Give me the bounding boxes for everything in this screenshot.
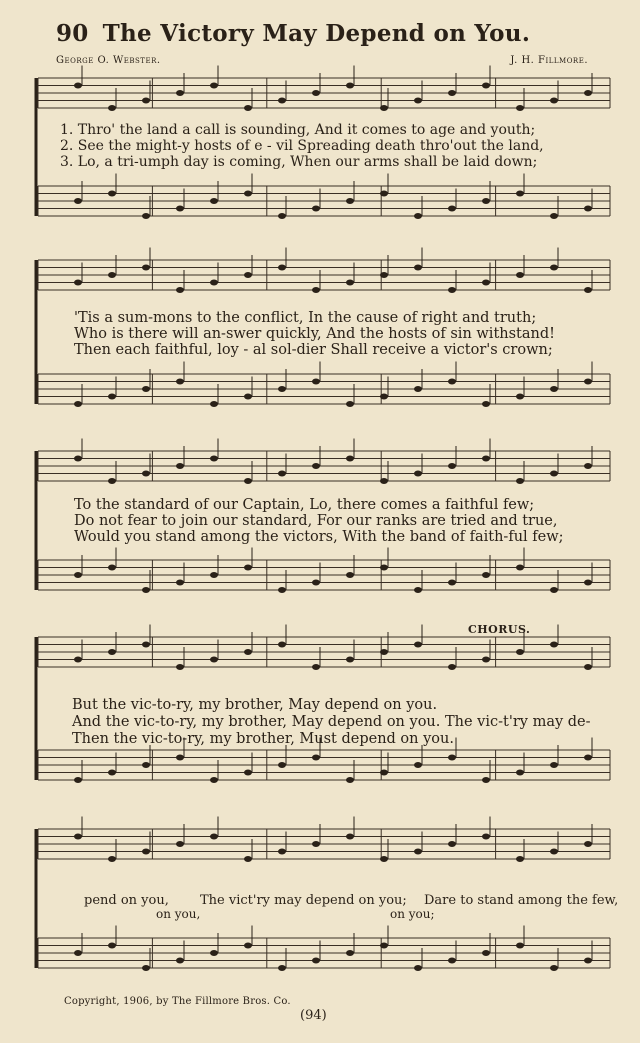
notehead bbox=[176, 664, 184, 670]
notehead bbox=[142, 965, 150, 971]
lyric-line: To the standard of our Captain, Lo, there comes a faithful few; bbox=[74, 497, 535, 513]
notehead bbox=[312, 755, 320, 761]
staff bbox=[38, 66, 610, 112]
lyric-line: Do not fear to join our standard, For our ranks are tried and true, bbox=[74, 513, 558, 529]
notehead bbox=[516, 105, 524, 111]
lyric-line: pend on you, bbox=[84, 893, 169, 908]
notehead bbox=[584, 90, 592, 96]
staff bbox=[38, 926, 610, 972]
notehead bbox=[516, 856, 524, 862]
notehead bbox=[74, 83, 82, 89]
composer-credit: J. H. Fillmore. bbox=[510, 55, 588, 66]
notehead bbox=[244, 649, 252, 655]
notehead bbox=[346, 83, 354, 89]
notehead bbox=[312, 841, 320, 847]
notehead bbox=[210, 950, 218, 956]
notehead bbox=[380, 272, 388, 278]
notehead bbox=[516, 191, 524, 197]
notehead bbox=[108, 394, 116, 400]
author-credit: George O. Webster. bbox=[56, 55, 161, 66]
notehead bbox=[176, 755, 184, 761]
notehead bbox=[278, 386, 286, 392]
notehead bbox=[176, 90, 184, 96]
notehead bbox=[414, 98, 422, 104]
notehead bbox=[176, 379, 184, 385]
notehead bbox=[346, 401, 354, 407]
notehead bbox=[516, 565, 524, 571]
notehead bbox=[414, 213, 422, 219]
lyric-line: Then the vic-to-ry, my brother, Must depend on you. bbox=[72, 731, 454, 747]
notehead bbox=[108, 272, 116, 278]
staff bbox=[38, 817, 610, 863]
notehead bbox=[380, 770, 388, 776]
notehead bbox=[346, 456, 354, 462]
notehead bbox=[142, 849, 150, 855]
notehead bbox=[584, 379, 592, 385]
notehead bbox=[482, 950, 490, 956]
notehead bbox=[516, 770, 524, 776]
notehead bbox=[108, 649, 116, 655]
notehead bbox=[244, 770, 252, 776]
notehead bbox=[482, 834, 490, 840]
staff bbox=[38, 248, 610, 294]
notehead bbox=[74, 280, 82, 286]
notehead bbox=[380, 649, 388, 655]
notehead bbox=[312, 90, 320, 96]
notehead bbox=[142, 587, 150, 593]
notehead bbox=[74, 572, 82, 578]
notehead bbox=[380, 105, 388, 111]
notehead bbox=[516, 394, 524, 400]
notehead bbox=[210, 280, 218, 286]
notehead bbox=[108, 856, 116, 862]
notehead bbox=[448, 958, 456, 964]
lyric-line: Would you stand among the victors, With the band of faith-ful few; bbox=[74, 529, 564, 545]
notehead bbox=[210, 401, 218, 407]
notehead bbox=[516, 272, 524, 278]
notehead bbox=[210, 777, 218, 783]
notehead bbox=[346, 777, 354, 783]
notehead bbox=[448, 755, 456, 761]
notehead bbox=[278, 642, 286, 648]
notehead bbox=[448, 90, 456, 96]
notehead bbox=[142, 386, 150, 392]
notehead bbox=[176, 463, 184, 469]
notehead bbox=[550, 642, 558, 648]
lyric-line: The vict'ry may depend on you; bbox=[200, 893, 407, 908]
notehead bbox=[448, 379, 456, 385]
notehead bbox=[278, 265, 286, 271]
staff bbox=[38, 439, 610, 485]
notehead bbox=[414, 471, 422, 477]
notehead bbox=[346, 950, 354, 956]
notehead bbox=[482, 401, 490, 407]
notehead bbox=[244, 272, 252, 278]
notehead bbox=[482, 280, 490, 286]
notehead bbox=[516, 478, 524, 484]
notehead bbox=[108, 770, 116, 776]
notehead bbox=[176, 958, 184, 964]
notehead bbox=[244, 943, 252, 949]
notehead bbox=[312, 287, 320, 293]
notehead bbox=[108, 565, 116, 571]
notehead bbox=[210, 198, 218, 204]
notehead bbox=[74, 777, 82, 783]
notehead bbox=[448, 463, 456, 469]
lyric-line: 2. See the might-y hosts of e - vil Spreading death thro'out the land, bbox=[60, 138, 544, 154]
notehead bbox=[312, 958, 320, 964]
notehead bbox=[312, 206, 320, 212]
notehead bbox=[142, 642, 150, 648]
chorus-label: CHORUS. bbox=[468, 623, 531, 636]
notehead bbox=[278, 762, 286, 768]
notehead bbox=[584, 841, 592, 847]
hymn-title bbox=[56, 20, 530, 47]
notehead bbox=[448, 580, 456, 586]
notehead bbox=[448, 664, 456, 670]
notehead bbox=[414, 265, 422, 271]
notehead bbox=[584, 580, 592, 586]
notehead bbox=[482, 777, 490, 783]
staff bbox=[38, 362, 610, 408]
notehead bbox=[414, 587, 422, 593]
notehead bbox=[74, 834, 82, 840]
notehead bbox=[448, 841, 456, 847]
notehead bbox=[380, 943, 388, 949]
notehead bbox=[550, 386, 558, 392]
lyric-line: But the vic-to-ry, my brother, May depend on you. bbox=[72, 697, 438, 713]
notehead bbox=[176, 287, 184, 293]
notehead bbox=[210, 456, 218, 462]
notehead bbox=[346, 572, 354, 578]
staff bbox=[38, 548, 610, 594]
notehead bbox=[584, 287, 592, 293]
notehead bbox=[210, 572, 218, 578]
lyric-subline: on you, bbox=[156, 907, 201, 921]
notehead bbox=[278, 965, 286, 971]
lyric-subline: on you; bbox=[390, 907, 435, 921]
notehead bbox=[210, 657, 218, 663]
notehead bbox=[550, 965, 558, 971]
notehead bbox=[244, 565, 252, 571]
lyric-line: And the vic-to-ry, my brother, May depend on you. The vic-t'ry may de- bbox=[72, 714, 591, 730]
notehead bbox=[482, 198, 490, 204]
notehead bbox=[584, 664, 592, 670]
notehead bbox=[414, 642, 422, 648]
notehead bbox=[448, 287, 456, 293]
notehead bbox=[244, 856, 252, 862]
notehead bbox=[346, 834, 354, 840]
notehead bbox=[550, 762, 558, 768]
notehead bbox=[278, 587, 286, 593]
lyric-line: 'Tis a sum-mons to the conflict, In the cause of right and truth; bbox=[74, 310, 537, 326]
notehead bbox=[482, 657, 490, 663]
page-number: (94) bbox=[300, 1008, 327, 1023]
notehead bbox=[584, 958, 592, 964]
notehead bbox=[74, 950, 82, 956]
notehead bbox=[380, 394, 388, 400]
notehead bbox=[278, 98, 286, 104]
notehead bbox=[278, 471, 286, 477]
notehead bbox=[346, 280, 354, 286]
notehead bbox=[516, 943, 524, 949]
notehead bbox=[278, 213, 286, 219]
notehead bbox=[550, 265, 558, 271]
notehead bbox=[346, 198, 354, 204]
notehead bbox=[448, 206, 456, 212]
notehead bbox=[414, 849, 422, 855]
notehead bbox=[380, 478, 388, 484]
notehead bbox=[312, 664, 320, 670]
notehead bbox=[312, 379, 320, 385]
notehead bbox=[380, 191, 388, 197]
notehead bbox=[108, 105, 116, 111]
notehead bbox=[312, 580, 320, 586]
notehead bbox=[482, 572, 490, 578]
notehead bbox=[142, 98, 150, 104]
notehead bbox=[550, 98, 558, 104]
notehead bbox=[244, 478, 252, 484]
notehead bbox=[380, 856, 388, 862]
notehead bbox=[108, 943, 116, 949]
lyric-line: 3. Lo, a tri-umph day is coming, When our arms shall be laid down; bbox=[60, 154, 538, 170]
notehead bbox=[414, 762, 422, 768]
notehead bbox=[210, 83, 218, 89]
notehead bbox=[176, 580, 184, 586]
notehead bbox=[278, 849, 286, 855]
notehead bbox=[74, 456, 82, 462]
notehead bbox=[584, 755, 592, 761]
notehead bbox=[176, 841, 184, 847]
copyright-notice: Copyright, 1906, by The Fillmore Bros. Co. bbox=[64, 996, 291, 1007]
notehead bbox=[176, 206, 184, 212]
notehead bbox=[108, 191, 116, 197]
notehead bbox=[414, 386, 422, 392]
notehead bbox=[142, 213, 150, 219]
notehead bbox=[584, 463, 592, 469]
lyric-line: Who is there will an-swer quickly, And the hosts of sin withstand! bbox=[74, 326, 555, 342]
notehead bbox=[550, 213, 558, 219]
lyric-line: 1. Thro' the land a call is sounding, And it comes to age and youth; bbox=[60, 122, 536, 138]
notehead bbox=[482, 83, 490, 89]
staff bbox=[38, 174, 610, 220]
lyric-line: Then each faithful, loy - al sol-dier Shall receive a victor's crown; bbox=[74, 342, 553, 358]
hymn-title-text: The Victory May Depend on You. bbox=[102, 20, 531, 47]
hymn-number: 90 bbox=[56, 20, 89, 47]
notehead bbox=[142, 471, 150, 477]
notehead bbox=[584, 206, 592, 212]
notehead bbox=[244, 105, 252, 111]
notehead bbox=[550, 471, 558, 477]
notehead bbox=[516, 649, 524, 655]
notehead bbox=[550, 849, 558, 855]
notehead bbox=[550, 587, 558, 593]
notehead bbox=[142, 265, 150, 271]
notehead bbox=[74, 198, 82, 204]
notehead bbox=[380, 565, 388, 571]
notehead bbox=[414, 965, 422, 971]
notehead bbox=[142, 762, 150, 768]
lyric-line: Dare to stand among the few, bbox=[424, 893, 619, 908]
notehead bbox=[210, 834, 218, 840]
notehead bbox=[346, 657, 354, 663]
notehead bbox=[74, 401, 82, 407]
notehead bbox=[482, 456, 490, 462]
notehead bbox=[312, 463, 320, 469]
notehead bbox=[244, 191, 252, 197]
notehead bbox=[244, 394, 252, 400]
notehead bbox=[108, 478, 116, 484]
notehead bbox=[74, 657, 82, 663]
